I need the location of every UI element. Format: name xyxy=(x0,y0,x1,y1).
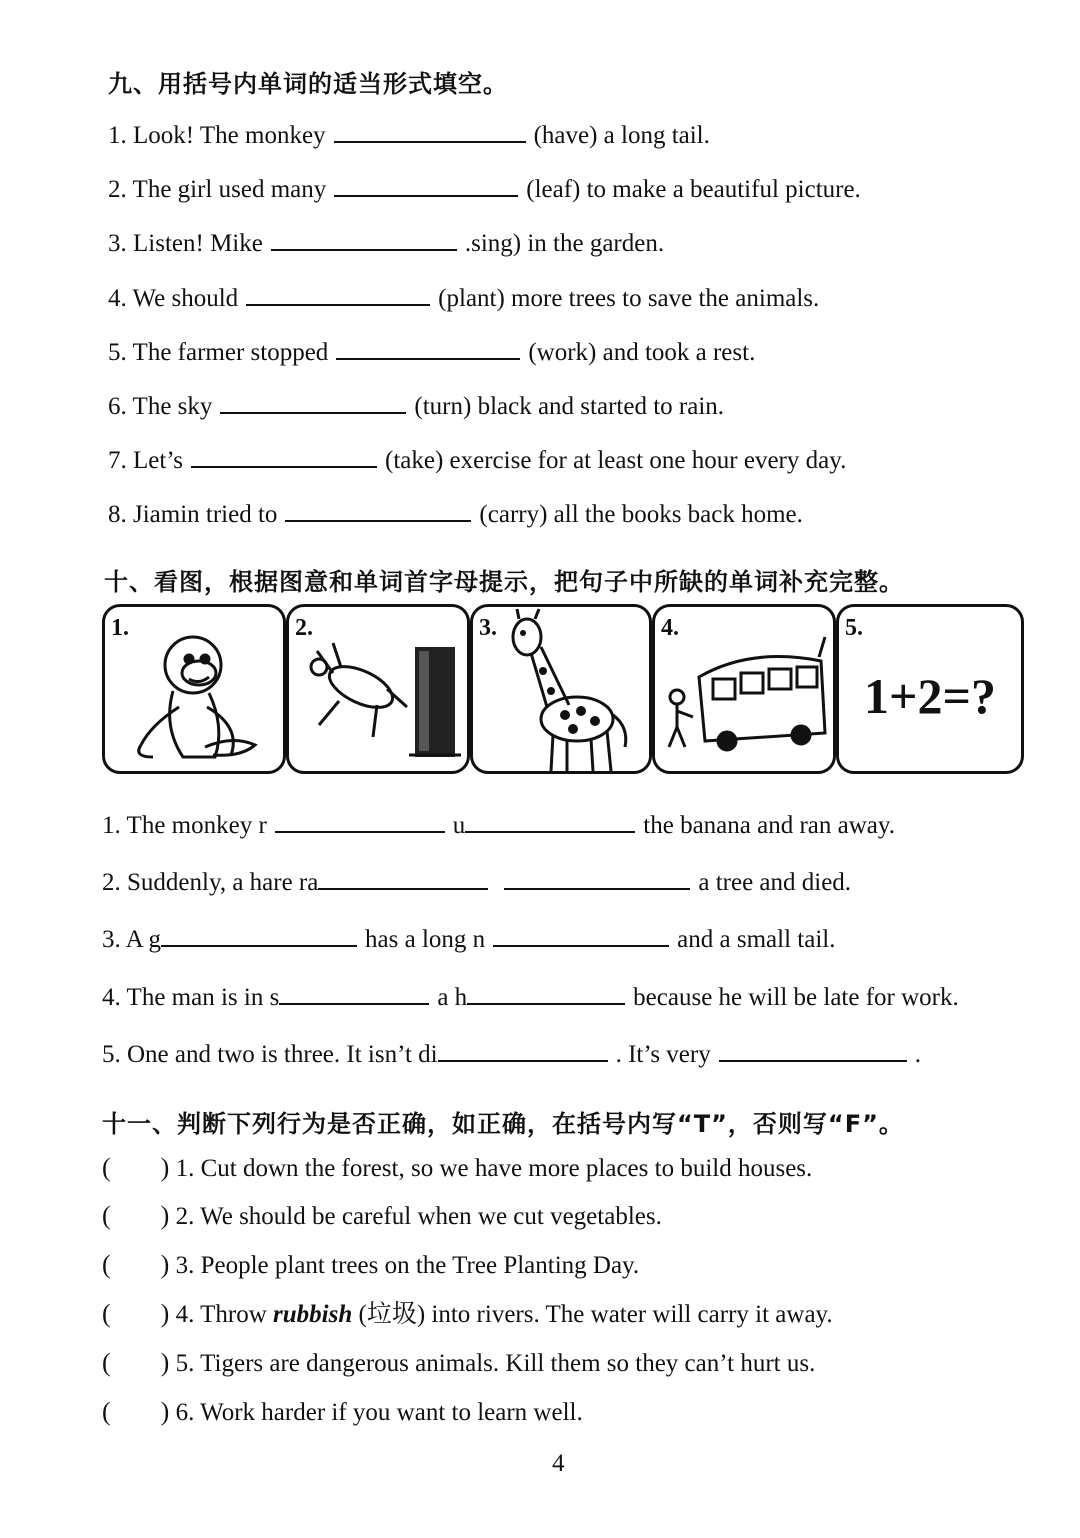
s9-blank-5[interactable] xyxy=(336,338,520,360)
s11-item-1-text: 1. Cut down the forest, so we have more places to build houses. xyxy=(175,1155,813,1182)
answer-paren-close: ) xyxy=(160,1299,170,1328)
picture-panel-1 xyxy=(102,604,286,774)
s10-item-5 xyxy=(102,1039,921,1071)
s9-blank-2[interactable] xyxy=(334,175,518,197)
s10-blank-2b[interactable] xyxy=(504,868,690,890)
panel-3-number: 3. xyxy=(479,615,497,641)
s9-item-5-text: 5. The farmer stopped xyxy=(108,339,329,366)
page-number: 4 xyxy=(552,1450,565,1477)
s11-item-4 xyxy=(102,1298,833,1331)
s10-item-3 xyxy=(102,924,835,956)
s9-item-8-hint: (carry) all the books back home. xyxy=(479,501,803,528)
s10-blank-3b[interactable] xyxy=(493,925,669,947)
s9-blank-8[interactable] xyxy=(285,500,471,522)
s10-item-2 xyxy=(102,867,851,899)
s10-item-1-end: the banana and ran away. xyxy=(643,812,896,839)
s9-blank-1[interactable] xyxy=(334,121,526,143)
s9-item-3-text: 3. Listen! Mike xyxy=(108,230,263,257)
s10-blank-4b[interactable] xyxy=(467,983,625,1005)
answer-paren-open: ( xyxy=(102,1250,111,1279)
s10-item-1-hint: u xyxy=(452,812,466,839)
s11-item-2 xyxy=(102,1200,662,1233)
section11-heading: 十一、判断下列行为是否正确，如正确，在括号内写“T”，否则写“F”。 xyxy=(102,1110,904,1138)
s9-item-3 xyxy=(108,228,664,260)
s9-item-2-text: 2. The girl used many xyxy=(108,176,327,203)
s9-item-1 xyxy=(108,120,710,152)
s9-blank-7[interactable] xyxy=(191,446,377,468)
s10-item-4-text: 4. The man is in s xyxy=(102,984,280,1011)
s9-blank-3[interactable] xyxy=(271,229,457,251)
answer-paren-open: ( xyxy=(102,1348,111,1377)
s11-item-4-keyword: rubbish xyxy=(273,1301,353,1328)
panel-5-number: 5. xyxy=(845,615,863,641)
panel-4-number: 4. xyxy=(661,615,679,641)
picture-panel-4 xyxy=(652,604,836,774)
s11-item-2-text: 2. We should be careful when we cut vegetables. xyxy=(175,1203,662,1230)
s9-item-7-hint: (take) exercise for at least one hour every day. xyxy=(385,447,847,474)
s10-blank-4a[interactable] xyxy=(279,983,429,1005)
s10-item-3-text: 3. A g xyxy=(102,926,162,953)
picture-panel-5 xyxy=(836,604,1024,774)
answer-paren-open: ( xyxy=(102,1299,111,1328)
section9-heading: 九、用括号内单词的适当形式填空。 xyxy=(108,70,508,98)
s10-item-2-end: a tree and died. xyxy=(698,869,852,896)
s9-blank-4[interactable] xyxy=(246,284,430,306)
s10-item-1 xyxy=(102,810,895,842)
s9-item-4-hint: (plant) more trees to save the animals. xyxy=(438,285,820,312)
s10-item-3-hint: has a long n xyxy=(365,926,486,953)
s11-item-6 xyxy=(102,1396,583,1429)
s9-item-8 xyxy=(108,499,803,531)
s10-blank-1b[interactable] xyxy=(465,811,635,833)
s9-item-2-hint: (leaf) to make a beautiful picture. xyxy=(526,176,861,203)
s9-item-4-text: 4. We should xyxy=(108,285,239,312)
s10-item-4-end: because he will be late for work. xyxy=(633,984,959,1011)
s9-item-6-text: 6. The sky xyxy=(108,393,213,420)
answer-paren-close: ) xyxy=(160,1153,170,1182)
picture-panel-2 xyxy=(286,604,470,774)
answer-paren-close: ) xyxy=(160,1397,170,1426)
s9-item-1-hint: (have) a long tail. xyxy=(533,122,710,149)
s9-item-5-hint: (work) and took a rest. xyxy=(528,339,756,366)
s10-blank-5a[interactable] xyxy=(438,1040,608,1062)
s9-item-2 xyxy=(108,174,861,206)
s9-item-4 xyxy=(108,283,819,315)
s10-blank-5b[interactable] xyxy=(719,1040,907,1062)
giraffe-icon xyxy=(473,607,652,774)
s11-item-4-rest: (垃圾) into rivers. The water will carry it away. xyxy=(358,1301,833,1328)
panel-1-number: 1. xyxy=(111,615,129,641)
s10-item-4 xyxy=(102,982,959,1014)
s9-item-7 xyxy=(108,445,846,477)
s11-item-3 xyxy=(102,1249,639,1282)
bus-icon xyxy=(655,607,836,774)
s10-item-1-text: 1. The monkey r xyxy=(102,812,267,839)
answer-paren-open: ( xyxy=(102,1153,111,1182)
s9-item-7-text: 7. Let’s xyxy=(108,447,183,474)
s10-blank-3a[interactable] xyxy=(161,925,357,947)
hare-and-tree-icon xyxy=(289,607,470,774)
s9-item-3-hint: .sing) in the garden. xyxy=(464,230,665,257)
s9-item-8-text: 8. Jiamin tried to xyxy=(108,501,278,528)
picture-panel-3 xyxy=(470,604,652,774)
section10-heading: 十、看图，根据图意和单词首字母提示，把句子中所缺的单词补充完整。 xyxy=(104,568,904,596)
answer-paren-open: ( xyxy=(102,1201,111,1230)
s10-item-4-hint: a h xyxy=(437,984,468,1011)
s10-item-5-end: . xyxy=(914,1041,921,1068)
s11-item-5-text: 5. Tigers are dangerous animals. Kill them so they can’t hurt us. xyxy=(175,1350,816,1377)
s10-item-5-hint: . It’s very xyxy=(615,1041,711,1068)
monkey-icon xyxy=(105,607,286,774)
s11-item-3-text: 3. People plant trees on the Tree Planting Day. xyxy=(175,1252,640,1279)
math-question: 1+2=? xyxy=(864,668,996,724)
answer-paren-close: ) xyxy=(160,1250,170,1279)
s10-item-2-text: 2. Suddenly, a hare ra xyxy=(102,869,319,896)
panel-2-number: 2. xyxy=(295,615,313,641)
s10-item-3-end: and a small tail. xyxy=(677,926,836,953)
s10-blank-1a[interactable] xyxy=(275,811,445,833)
answer-paren-open: ( xyxy=(102,1397,111,1426)
s11-item-1 xyxy=(102,1152,812,1185)
s9-blank-6[interactable] xyxy=(220,392,406,414)
answer-paren-close: ) xyxy=(160,1201,170,1230)
s10-blank-2a[interactable] xyxy=(318,868,488,890)
answer-paren-close: ) xyxy=(160,1348,170,1377)
s11-item-6-text: 6. Work harder if you want to learn well. xyxy=(175,1399,583,1426)
s9-item-6-hint: (turn) black and started to rain. xyxy=(414,393,725,420)
s9-item-5 xyxy=(108,337,755,369)
s9-item-6 xyxy=(108,391,724,423)
s11-item-4-text: 4. Throw xyxy=(175,1301,267,1328)
s11-item-5 xyxy=(102,1347,815,1380)
s10-item-5-text: 5. One and two is three. It isn’t di xyxy=(102,1041,438,1068)
s9-item-1-text: 1. Look! The monkey xyxy=(108,122,326,149)
